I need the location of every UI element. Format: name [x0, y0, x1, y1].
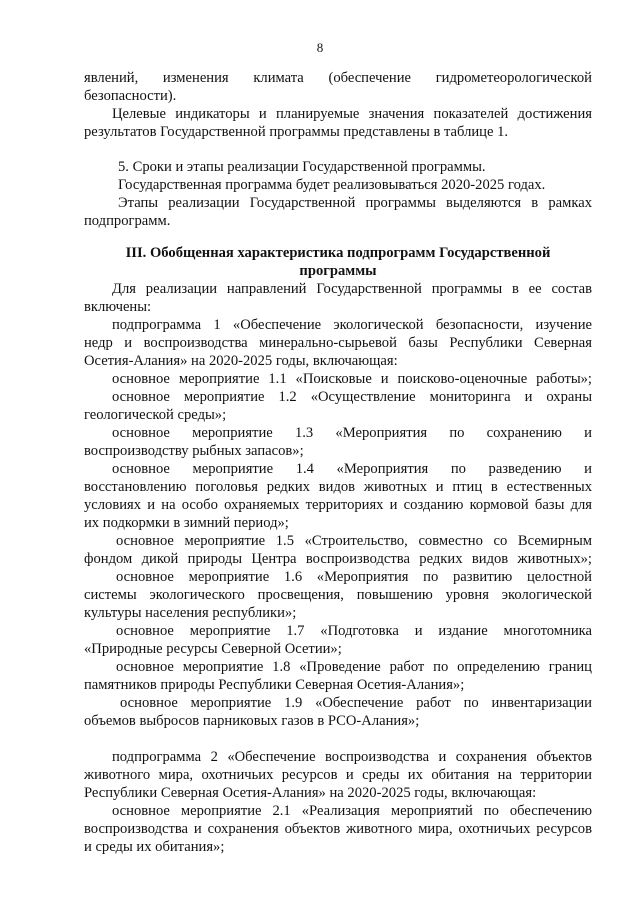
text-line: подпрограмм. [84, 213, 171, 229]
text-line: подпрограмма 2 «Обеспечение воспроизводства и сохранения объектов [112, 749, 592, 765]
text-line: Целевые индикаторы и планируемые значения показателей достижения [112, 106, 592, 122]
text-line: Этапы реализации Государственной программы выделяются в рамках [118, 195, 592, 211]
text-line: воспроизводства и сохранения объектов животного мира, охотничьих ресурсов [84, 821, 592, 837]
text-line: условиях и на особо охраняемых территориях и созданию кормовой базы для [84, 497, 592, 513]
text-line: Республики Северная Осетия-Алания» на 2020-2025 годы, включающая: [84, 785, 537, 801]
text-line: включены: [84, 299, 152, 315]
text-line: результатов Государственной программы представлены в таблице 1. [84, 124, 509, 140]
text-line: основное мероприятие 1.2 «Осуществление мониторинга и охраны [112, 389, 592, 405]
chapter-title-line-1: III. Обобщенная характеристика подпрограмм Государственной [125, 245, 551, 261]
text-line: воспроизводству рыбных запасов»; [84, 443, 304, 459]
text-line: безопасности). [84, 88, 177, 104]
text-line: Государственная программа будет реализовываться 2020-2025 годах. [118, 177, 546, 193]
page-number: 8 [316, 40, 324, 55]
text-line: системы экологического просвещения, повышению уровня экологической [84, 587, 592, 603]
text-line: основное мероприятие 1.3 «Мероприятия по сохранению и [112, 425, 592, 441]
text-line: восстановлению поголовья редких видов животных и птиц в естественных [84, 479, 592, 495]
text-line: и среды их обитания»; [84, 839, 225, 855]
text-line: основное мероприятие 1.8 «Проведение работ по определению границ [116, 659, 592, 675]
chapter-title-line-2: программы [299, 263, 377, 279]
text-line: объемов выбросов парниковых газов в РСО-Алания»; [84, 713, 420, 729]
text-line: Осетия-Алания» на 2020-2025 годы, включающая: [84, 353, 398, 369]
text-line: их подкормки в зимний период»; [84, 515, 289, 531]
text-line: геологической среды»; [84, 407, 227, 423]
text-line: основное мероприятие 1.7 «Подготовка и издание многотомника [116, 623, 592, 639]
text-line: основное мероприятие 1.4 «Мероприятия по разведению и [112, 461, 592, 477]
text-line: «Природные ресурсы Северной Осетии»; [84, 641, 342, 657]
text-line: основное мероприятие 1.9 «Обеспечение работ по инвентаризации [120, 695, 592, 711]
text-line: фондом дикой природы Центра воспроизводства редких видов животных»; [84, 551, 592, 567]
text-line: памятников природы Республики Северная Осетия-Алания»; [84, 677, 465, 693]
text-line: явлений, изменения климата (обеспечение гидрометеорологической [84, 70, 592, 86]
section-heading: 5. Сроки и этапы реализации Государственной программы. [118, 159, 486, 175]
text-line: основное мероприятие 2.1 «Реализация мероприятий по обеспечению [112, 803, 592, 819]
text-line: животного мира, охотничьих ресурсов и среды их обитания на территории [84, 767, 592, 783]
text-line: основное мероприятие 1.1 «Поисковые и поисково-оценочные работы»; [112, 371, 592, 387]
text-line: недр и воспроизводства минерально-сырьевой базы Республики Северная [84, 335, 592, 351]
text-line: культуры населения республики»; [84, 605, 297, 621]
text-line: основное мероприятие 1.5 «Строительство, совместно со Всемирным [116, 533, 592, 549]
text-line: Для реализации направлений Государственной программы в ее состав [112, 281, 592, 297]
text-line: подпрограмма 1 «Обеспечение экологической безопасности, изучение [112, 317, 592, 333]
text-line: основное мероприятие 1.6 «Мероприятия по развитию целостной [116, 569, 592, 585]
